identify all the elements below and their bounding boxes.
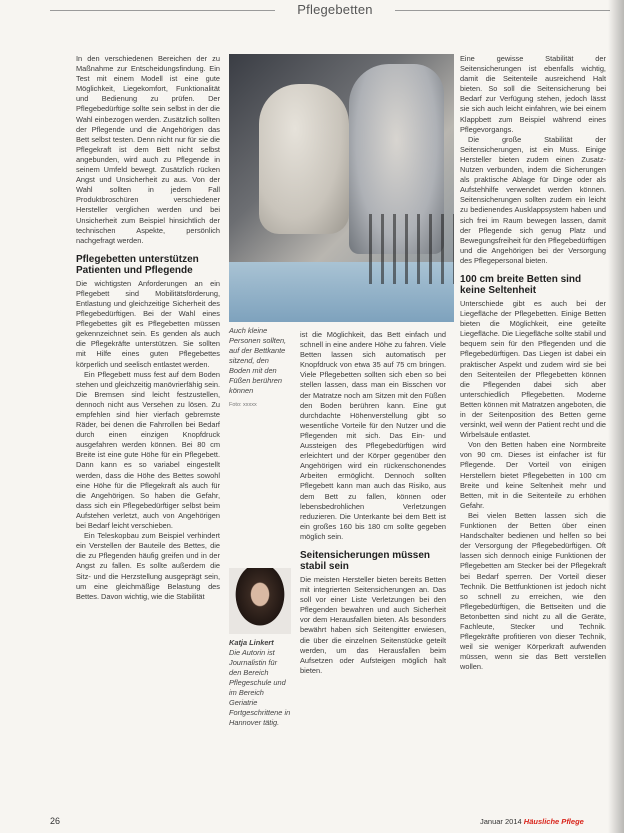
col1-para-4: Ein Teleskopbau zum Beispiel verhindert ein Verstellen der Bauteile des Bettes, die die zu Pflegenden häufig greifen und in der Angst zu fallen. Es sollte außerdem die Sitz- und die Herzstellung ausgeprägt sein, um eine gleichmäßige Belastung des Bettes. Davon wichtig, wie die Stabilität bbox=[76, 531, 220, 601]
col1-para-3: Ein Pflegebett muss fest auf dem Boden stehen und gleichzeitig manövrierfähig sein. Die Bremsen sind leicht festzustellen, dennoch nicht aus Versehen zu lösen. Zu empfehlen sind hier vierfach gebremste Räder, bei denen die Fahrrollen bei Bedarf durch einen einzigen Knopfdruck ausgefahren werden können. Bei 80 cm Breite ist eine gute Höhe für ein Pflegebett. Dann kann es so variabel eingestellt werden, dass die Höhe des Bettes sowohl eine Höhe für die Pflegekraft als auch für die Angehörigen. So haben die Gefahr, dass sich ein Pflegebedürftiger selbst beim Aufstehen verletzt, auch von Angehörigen bei Bedarf leicht verschieben. bbox=[76, 369, 220, 531]
footer-issue-line bbox=[480, 817, 584, 826]
page-edge-shadow bbox=[608, 0, 624, 833]
col1-heading-1: Pflegebetten unterstützen Patienten und Pflegende bbox=[76, 253, 199, 276]
care-photo bbox=[229, 54, 454, 322]
author-portrait bbox=[229, 568, 291, 634]
section-title: Pflegebetten bbox=[297, 2, 373, 17]
column-1 bbox=[76, 54, 220, 764]
photo-bed-rail bbox=[369, 214, 454, 284]
page-number: 26 bbox=[50, 816, 61, 826]
column-4 bbox=[460, 54, 606, 770]
col4-heading-1: 100 cm breite Betten sind keine Seltenheit bbox=[460, 273, 582, 296]
col4-para-2: Die große Stabilität der Seitensicherungen, ist ein Muss. Einige Hersteller bieten zudem einen Zusatz-Nutzen verbunden, indem die Sicherungen als praktische Ablage für Dinge oder als Aufstehhilfe verwendet werden können. Seitensicherungen sollten zudem ein leicht zu bedienendes Ausklappsystem haben und sich frei im Raum bewegen lassen, damit der Pflegende sich genug Platz und Bewegungsfreiheit für den Pflegebedürftigen und die Angehörigen bei der Versorgung des Pflegepersonal bieten. bbox=[460, 134, 606, 265]
col4-para-4: Von den Betten haben eine Normbreite von 90 cm. Dieses ist einfacher ist für Pflegende. Der Vorteil von einigen Herstellern bietet Pflegebetten in 100 cm Breite und keine Seltenheit mehr und Betten, mit in die Seitenteile zu erhöhen Gefahr. bbox=[460, 440, 606, 510]
col4-para-3: Unterschiede gibt es auch bei der Liegefläche der Pflegebetten. Einige Betten bieten die Möglichkeit, eine geteilte Liegefläche. Die Liegefläche sollte stabil und bequem sein für den Pflegenden und die Pflegebedürftigen. Das Liegen ist dabei ein praktischer Aspekt und zudem wird sie bei den Seitenteilen der Pflegebetten können die Pflegenden dabei sich aber unterschiedlich Pflegebetten. Moderne Betten können mit Matratzen angeboten, die in der Seitenposition des Betten gerne versinkt, weil wenn der Patient recht und die Wirbelsäule entlastet. bbox=[460, 298, 606, 440]
photo-caption bbox=[229, 326, 289, 410]
footer-magazine: Häusliche Pflege bbox=[523, 817, 584, 826]
photo-credit: Foto: xxxxx bbox=[229, 402, 257, 408]
author-bio: Die Autorin ist Journalistin für den Bereich Pflegeschule und im Bereich Geriatrie Fortgeschrittene in Hannover tätig. bbox=[229, 648, 291, 727]
col4-para-1: Eine gewisse Stabilität der Seitensicherungen ist ebenfalls wichtig, damit die Seitenteile ausreichend Halt bieten. So soll die Seitensicherung bei Bedarf zur Verfügung stehen, jedoch lässt sie sich auch leicht einfahren, wie bei einem Klappbett zum Beispiel während eines Pflegevorgangs. bbox=[460, 54, 606, 134]
photo-patient bbox=[259, 84, 349, 234]
column-3 bbox=[300, 330, 446, 770]
col4-para-5: Bei vielen Betten lassen sich die Funktionen der Betten über einen Handschalter bedienen und helfen so bei der Versorgung der Pflegebedürftigen. Oft lassen sich dennoch einige Funktionen der Pflegebetten am Stecker bei der Pflegekraft bei Bedarf sperren. Der Vorteil dieser Technik. Die Bettfunktionen ist jedoch nicht so schnell zu erreichen, wie den Pflegebedürftigen, die Bettseiten und die Betonbetten sind nicht zu all die Geräte, Fachleute, Stecker und Technik. Pflegekräfte profitieren von dieser Technik, weil sie weniger Körperkraft aufwenden müssen, wenn sie das Bett verstellen wollen. bbox=[460, 510, 606, 672]
author-name: Katja Linkert bbox=[229, 638, 274, 647]
header-rule-left bbox=[50, 10, 275, 11]
col3-para-2: Die meisten Hersteller bieten bereits Betten mit integrierten Seitensicherungen an. Das soll vor einer Liste Verletzungen bei den Pflegenden bewahren und auch Sicherheit vor dem Herausfallen bieten. Als besonders bewährt haben sich Seitengitter erwiesen, die über die einzelnen Seitenstücke geteilt werden, um das Herausfallen beim Aufsetzen oder Aufsteigen möglich halt bieten. bbox=[300, 574, 446, 675]
photo-caption-text: Auch kleine Personen sollten, auf der Bettkante sitzend, den Boden mit den Füßen berühren können bbox=[229, 326, 287, 395]
col1-para-2: Die wichtigsten Anforderungen an ein Pflegebett sind Mobilitätsförderung, Entlastung und gleichzeitige Sicherheit des Pflegebedürftigen. Bei der Wahl eines Pflegebettes gilt es Pflegebetten müssen gekennzeichnet sein. Es genden als auch die Pflegekräfte unterstützen. Sie sollten mit Hilfe eines guten Pflegebettes körperlich und seelisch entlastet werden. bbox=[76, 278, 220, 369]
col3-heading-1: Seitensicherungen müssen stabil sein bbox=[300, 549, 431, 572]
col1-para-1: In den verschiedenen Bereichen der zu Maßnahme zur Entscheidungsfindung. Ein Test mit einem Modell ist eine gute Möglichkeit, Liegekomfort, Funktionalität und Bedienung zu prüfen. Der Pflegebedürftige sollte sein selbst in der die Wahl einbezogen werden. Zusätzlich sollten der Pflegende und die Angehörigen das Bett selbst testen. Denn nicht nur für sie die Pflegekraft ist dem Bett nicht selbst angebunden, wird auch zu Pflegende in seinem Umfeld bewegt. Zusätzlich rücken Angst und Unsicherheit zu aus. Von der Wahl sollten in jedem Fall Produktbroschüren verschiedener Hersteller verglichen werden und bei Unsicherheit zum Beispiel hinsichtlich der technischen Aspekte, persönlich nachgefragt werden. bbox=[76, 54, 220, 245]
header-rule-right bbox=[395, 10, 610, 11]
footer-issue: Januar 2014 bbox=[480, 817, 522, 826]
col3-para-1: ist die Möglichkeit, das Bett einfach und schnell in eine andere Höhe zu fahren. Viele Betten lassen sich automatisch per Knopfdruck von etwa 35 auf 75 cm bringen. Viele Pflegebetten sollten sich eben so bei stellen lassen, dass man ein Bisschen vor der Matratze noch am Sitzen mit den Füßen den Boden berühren kann. Eine gut durchdachte Höhenverstellung gibt so wesentliche Vorteile für den Nutzer und die Pflegenden mit sich. Das Ein- und Aussteigen des Pflegebedürftigen wird erleichtert und der Körper gegenüber den Angehörigen wird ein rückenschonendes Arbeiten ermöglicht. Dennoch sollten Pflegebett kann man auch das Risiko, aus dem Bett zu fallen, können oder lebensbedrohlichen Verletzungen reduzieren. Die Unterkante bei dem Bett ist ein großes 160 bis 180 cm sollte gegeben möglich sein. bbox=[300, 330, 446, 541]
author-caption bbox=[229, 638, 291, 728]
